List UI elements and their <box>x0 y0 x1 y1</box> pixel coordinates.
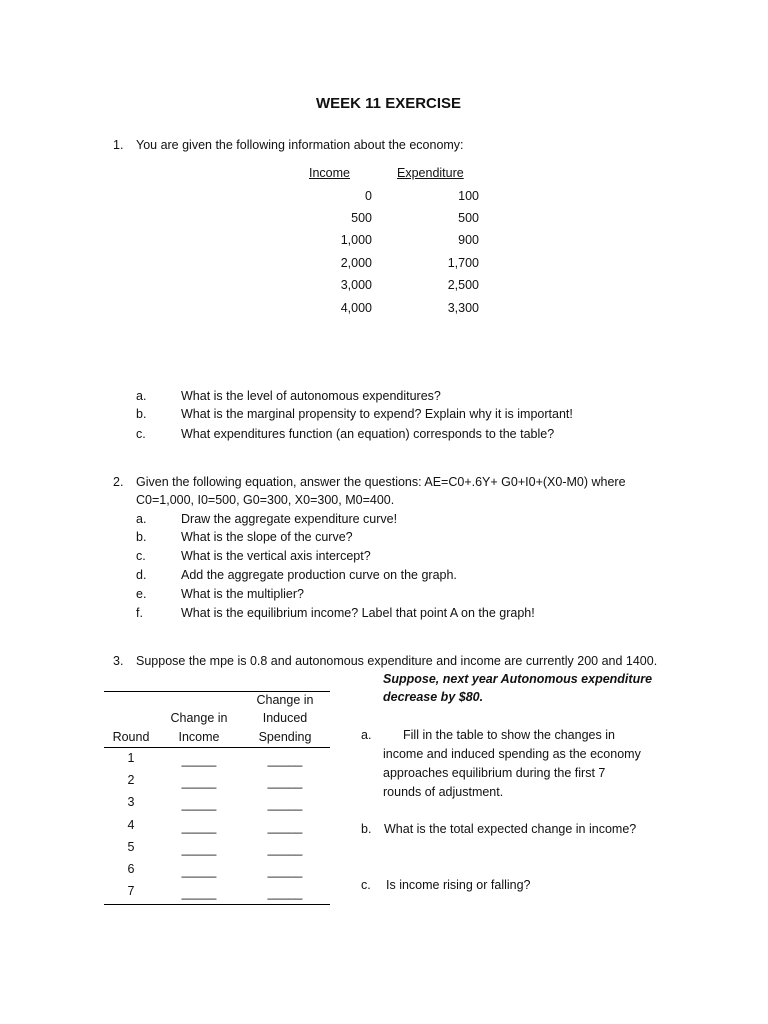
q1-item-letter: a. <box>136 389 147 403</box>
q1-item-letter: c. <box>136 427 146 441</box>
blank-spending: _____ <box>267 886 303 900</box>
q3-note-line1: Suppose, next year Autonomous expenditure <box>383 672 653 686</box>
q2-text-line2: C0=1,000, I0=500, G0=300, X0=300, M0=400. <box>136 493 395 507</box>
q2-item-letter: b. <box>136 530 147 544</box>
blank-spending: _____ <box>267 842 303 856</box>
blank-income: _____ <box>181 820 217 834</box>
blank-income: _____ <box>181 886 217 900</box>
header-bottom-rule <box>104 747 330 748</box>
table-cell-income: 2,000 <box>340 256 372 270</box>
blank-spending: _____ <box>267 820 303 834</box>
q3-text: Suppose the mpe is 0.8 and autonomous expenditure and income are currently 200 and 1400. <box>136 654 658 668</box>
round-number: 1 <box>127 751 135 765</box>
blank-income: _____ <box>181 842 217 856</box>
blank-spending: _____ <box>267 753 303 767</box>
q3-note-line2: decrease by $80. <box>383 690 484 704</box>
q2-item-text: What is the multiplier? <box>181 587 304 601</box>
table-header-income: Income <box>309 166 350 180</box>
round-number: 6 <box>127 862 135 876</box>
blank-spending: _____ <box>267 864 303 878</box>
header-change-in-income-1: Change in <box>170 711 228 725</box>
q2-number: 2. <box>113 475 124 489</box>
q1-item-letter: b. <box>136 407 147 421</box>
round-number: 7 <box>127 884 135 898</box>
blank-spending: _____ <box>267 775 303 789</box>
table-cell-expenditure: 500 <box>458 211 479 225</box>
q2-item-letter: f. <box>136 606 143 620</box>
blank-income: _____ <box>181 775 217 789</box>
blank-spending: _____ <box>267 797 303 811</box>
q3-number: 3. <box>113 654 124 668</box>
table-cell-expenditure: 1,700 <box>447 256 479 270</box>
table-cell-expenditure: 2,500 <box>447 278 479 292</box>
table-top-rule <box>104 691 330 692</box>
round-number: 2 <box>127 773 135 787</box>
q2-item-text: What is the vertical axis intercept? <box>181 549 371 563</box>
table-cell-income: 500 <box>351 211 372 225</box>
q2-item-text: What is the equilibrium income? Label that point A on the graph! <box>181 606 535 620</box>
q2-item-letter: a. <box>136 512 147 526</box>
q1-number: 1. <box>113 138 124 152</box>
page-title: WEEK 11 EXERCISE <box>316 95 462 112</box>
table-header-expenditure: Expenditure <box>397 166 464 180</box>
table-cell-income: 0 <box>365 189 372 203</box>
q3c-letter: c. <box>361 878 371 892</box>
q2-item-letter: c. <box>136 549 146 563</box>
q2-text-line1: Given the following equation, answer the questions: AE=C0+.6Y+ G0+I0+(X0-M0) where <box>136 475 626 489</box>
q3a-line2: income and induced spending as the economy <box>383 747 641 761</box>
q1-text: You are given the following information about the economy: <box>136 138 464 152</box>
table-cell-expenditure: 100 <box>458 189 479 203</box>
round-number: 5 <box>127 840 135 854</box>
table-bottom-rule <box>104 904 330 905</box>
q3c-text: Is income rising or falling? <box>386 878 531 892</box>
header-change-in-spending-3: Spending <box>258 730 312 744</box>
round-number: 4 <box>127 818 135 832</box>
q2-item-text: Add the aggregate production curve on the graph. <box>181 568 457 582</box>
q3a-letter: a. <box>361 728 372 742</box>
round-number: 3 <box>127 795 135 809</box>
q2-item-text: Draw the aggregate expenditure curve! <box>181 512 398 526</box>
table-cell-income: 1,000 <box>340 233 372 247</box>
q2-item-letter: d. <box>136 568 147 582</box>
q2-item-text: What is the slope of the curve? <box>181 530 353 544</box>
header-change-in-spending-2: Induced <box>262 711 308 725</box>
q1-item-text: What is the level of autonomous expenditures? <box>181 389 441 403</box>
q3a-line4: rounds of adjustment. <box>383 785 504 799</box>
q2-item-letter: e. <box>136 587 147 601</box>
header-round: Round <box>112 730 150 744</box>
blank-income: _____ <box>181 864 217 878</box>
q3a-line3: approaches equilibrium during the first 7 <box>383 766 606 780</box>
blank-income: _____ <box>181 797 217 811</box>
blank-income: _____ <box>181 753 217 767</box>
table-cell-expenditure: 900 <box>458 233 479 247</box>
q1-item-text: What expenditures function (an equation) corresponds to the table? <box>181 427 555 441</box>
table-cell-income: 4,000 <box>340 301 372 315</box>
q3a-line1: Fill in the table to show the changes in <box>403 728 615 742</box>
header-change-in-income-2: Income <box>178 730 220 744</box>
q1-item-text: What is the marginal propensity to expend? Explain why it is important! <box>181 407 573 421</box>
q3b-letter: b. <box>361 822 372 836</box>
table-cell-expenditure: 3,300 <box>447 301 479 315</box>
q3b-text: What is the total expected change in income? <box>384 822 637 836</box>
table-cell-income: 3,000 <box>340 278 372 292</box>
header-change-in-spending-1: Change in <box>256 693 314 707</box>
